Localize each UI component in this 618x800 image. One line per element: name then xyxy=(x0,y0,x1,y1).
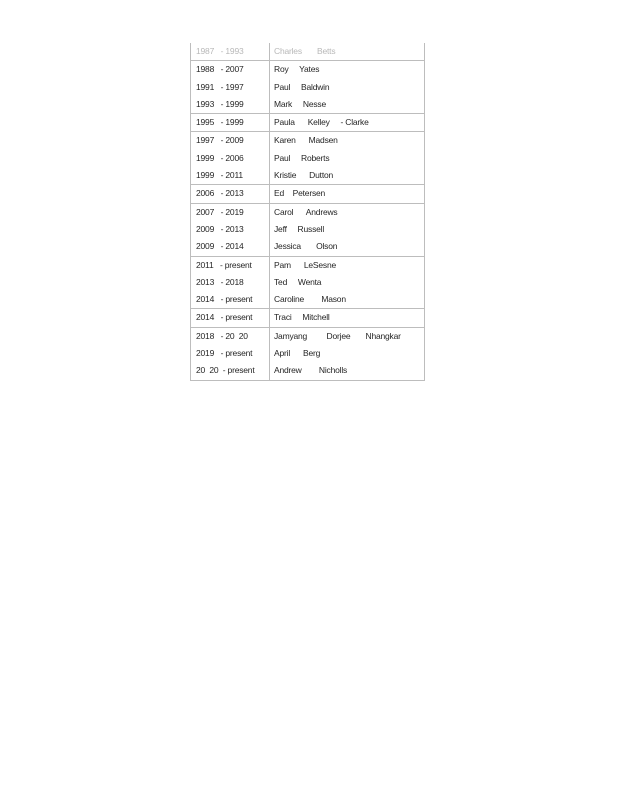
table-row xyxy=(191,61,424,78)
column-divider xyxy=(269,238,270,255)
table-row xyxy=(191,96,424,113)
member-name: Paul Roberts xyxy=(274,152,330,163)
roster-group xyxy=(191,60,424,113)
column-divider xyxy=(269,257,270,274)
term-years: 1988 - 2007 xyxy=(196,64,244,75)
term-years: 2006 - 2013 xyxy=(196,188,244,199)
member-name: Kristie Dutton xyxy=(274,170,334,181)
member-name: Traci Mitchell xyxy=(274,312,330,323)
member-name: Ted Wenta xyxy=(274,276,322,287)
table-row xyxy=(191,257,424,274)
member-name: Jamyang Dorjee Nhangkar xyxy=(274,330,401,341)
term-years: 1999 - 2011 xyxy=(196,170,243,181)
term-years: 1995 - 1999 xyxy=(196,117,244,128)
term-years: 2014 - present xyxy=(196,294,253,305)
roster-group xyxy=(191,184,424,202)
column-divider xyxy=(269,61,270,78)
column-divider xyxy=(269,150,270,167)
column-divider xyxy=(269,345,270,362)
member-name: Paula Kelley - Clarke xyxy=(274,117,369,128)
term-years: 20 20 - present xyxy=(196,365,255,376)
term-years: 2019 - present xyxy=(196,348,253,359)
table-row xyxy=(191,204,424,221)
term-years: 2014 - present xyxy=(196,312,253,323)
table-row xyxy=(191,221,424,238)
column-divider xyxy=(269,43,270,60)
term-years: 1993 - 1999 xyxy=(196,98,244,109)
column-divider xyxy=(269,274,270,291)
table-row xyxy=(191,274,424,291)
member-name: Caroline Mason xyxy=(274,294,346,305)
term-years: 2009 - 2014 xyxy=(196,241,244,252)
roster-table xyxy=(190,43,425,381)
member-name: Karen Madsen xyxy=(274,135,338,146)
table-row xyxy=(191,328,424,345)
column-divider xyxy=(269,167,270,184)
column-divider xyxy=(269,291,270,308)
column-divider xyxy=(269,309,270,326)
column-divider xyxy=(269,96,270,113)
member-name: Mark Nesse xyxy=(274,98,326,109)
member-name: Paul Baldwin xyxy=(274,81,330,92)
table-row xyxy=(191,150,424,167)
table-row xyxy=(191,132,424,149)
table-row xyxy=(191,43,424,60)
member-name: April Berg xyxy=(274,348,321,359)
member-name: Carol Andrews xyxy=(274,206,338,217)
table-row xyxy=(191,238,424,255)
term-years: 2009 - 2013 xyxy=(196,223,244,234)
term-years: 2018 - 20 20 xyxy=(196,330,248,341)
roster-group xyxy=(191,203,424,256)
member-name: Jeff Russell xyxy=(274,223,325,234)
roster-group xyxy=(191,308,424,326)
term-years: 2007 - 2019 xyxy=(196,206,244,217)
column-divider xyxy=(269,114,270,131)
term-years: 1987 - 1993 xyxy=(196,46,244,56)
table-row xyxy=(191,291,424,308)
table-row xyxy=(191,345,424,362)
roster-group xyxy=(191,113,424,131)
column-divider xyxy=(269,362,270,379)
member-name: Andrew Nicholls xyxy=(274,365,348,376)
column-divider xyxy=(269,185,270,202)
table-row xyxy=(191,167,424,184)
table-row xyxy=(191,185,424,202)
roster-group xyxy=(191,327,424,380)
term-years: 1999 - 2006 xyxy=(196,152,244,163)
term-years: 1991 - 1997 xyxy=(196,81,244,92)
roster-group xyxy=(191,131,424,184)
table-row xyxy=(191,362,424,379)
member-name: Jessica Olson xyxy=(274,241,338,252)
member-name: Pam LeSesne xyxy=(274,259,337,270)
roster-group xyxy=(191,43,424,60)
roster-group xyxy=(191,256,424,309)
term-years: 2011 - present xyxy=(196,259,252,270)
table-row xyxy=(191,309,424,326)
column-divider xyxy=(269,221,270,238)
term-years: 1997 - 2009 xyxy=(196,135,244,146)
member-name: Ed Petersen xyxy=(274,188,326,199)
column-divider xyxy=(269,132,270,149)
table-row xyxy=(191,79,424,96)
column-divider xyxy=(269,328,270,345)
column-divider xyxy=(269,79,270,96)
column-divider xyxy=(269,204,270,221)
table-row xyxy=(191,114,424,131)
member-name: Roy Yates xyxy=(274,64,320,75)
term-years: 2013 - 2018 xyxy=(196,276,244,287)
member-name: Charles Betts xyxy=(274,46,336,56)
